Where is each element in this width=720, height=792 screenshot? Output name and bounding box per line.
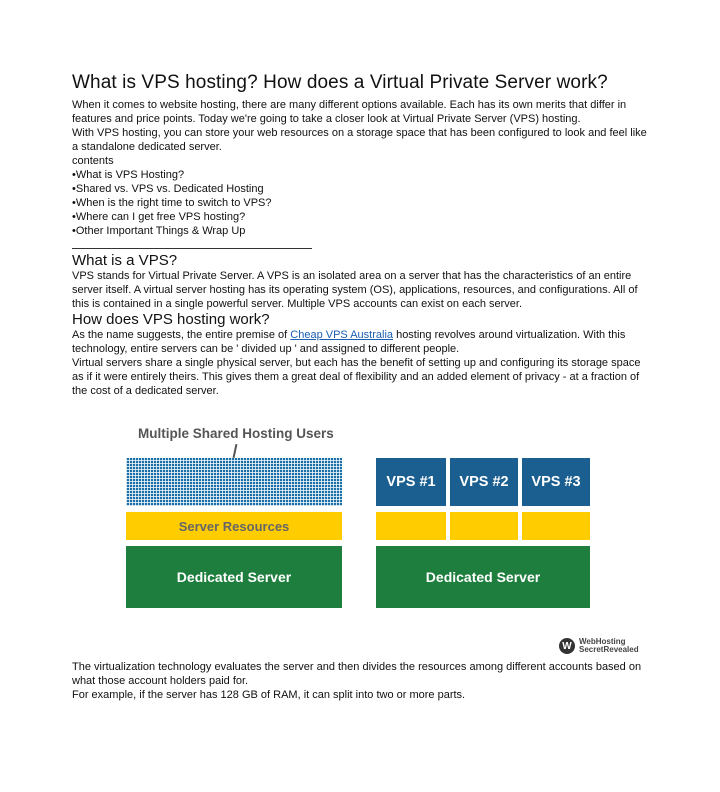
webhosting-logo [559,638,639,654]
pointer-line [233,444,238,458]
server-resources-bar: Server Resources [126,512,342,540]
closing-paragraph-2: For example, if the server has 128 GB of RAM, it can split into two or more parts. [72,689,466,701]
hosting-diagram [126,420,646,660]
closing-text [72,660,662,702]
logo-line-2: SecretRevealed [579,645,639,654]
toc-item[interactable]: • Other Important Things & Wrap Up [72,224,652,238]
dedicated-server-left: Dedicated Server [126,546,342,608]
intro-paragraph-1: When it comes to website hosting, there are many different options available. Each has its own merits that differ in features and price points. Today we're going to take a closer look at Virtual Private Server (VPS) hosting. [72,99,627,125]
vps-3-box: VPS #3 [522,458,590,506]
vps-1-box: VPS #1 [376,458,446,506]
dedicated-server-right: Dedicated Server [376,546,590,608]
intro-paragraph-2: With VPS hosting, you can store your web resources on a storage space that has been configured to look and feel like a standalone dedicated server. [72,127,647,153]
text-span: As the name suggests, the entire premise of [72,329,291,341]
toc-item[interactable]: • What is VPS Hosting? [72,168,652,182]
text-span: hosting revolves around virtualization. With this technology, entire servers can be ' divided up ' and assigned to different people. [72,329,626,355]
cheap-vps-australia-link[interactable]: Cheap VPS Australia [290,329,394,341]
diagram-title: Multiple Shared Hosting Users [138,426,334,441]
section-heading-how-vps-works: How does VPS hosting work? [72,311,270,328]
vps-2-resources [450,512,518,540]
toc-item[interactable]: • When is the right time to switch to VPS? [72,196,652,210]
page-title: What is VPS hosting? How does a Virtual Private Server work? [72,72,608,93]
section-paragraph [72,328,652,356]
toc-item[interactable]: • Where can I get free VPS hosting? [72,210,652,224]
table-of-contents [72,168,652,238]
section-paragraph: VPS stands for Virtual Private Server. A VPS is an isolated area on a server that has the characteristics of an entire server itself. A virtual server hosting has its operating system (OS), applications, resources, and configurations. All of this is contained in a single powerful server. Multiple VPS accounts can exist on each server. [72,270,638,310]
contents-title: contents [72,155,114,167]
logo-text [579,638,639,654]
vps-1-resources [376,512,446,540]
section-heading-what-is-vps: What is a VPS? [72,252,178,269]
article [72,72,652,398]
vps-3-resources [522,512,590,540]
toc-item[interactable]: • Shared vs. VPS vs. Dedicated Hosting [72,182,652,196]
vps-2-box: VPS #2 [450,458,518,506]
logo-line-1: WebHosting [579,637,626,646]
section-paragraph: Virtual servers share a single physical server, but each has the benefit of setting up and configuring its storage space as if it were entirely theirs. This gives them a great deal of flexibility and an added element of privacy - at a fraction of the cost of a dedicated server. [72,357,641,397]
closing-paragraph-1: The virtualization technology evaluates the server and then divides the resources among different accounts based on what those account holders paid for. [72,661,642,687]
logo-icon: W [559,638,575,654]
shared-users-grid [126,458,342,506]
divider [72,248,312,249]
